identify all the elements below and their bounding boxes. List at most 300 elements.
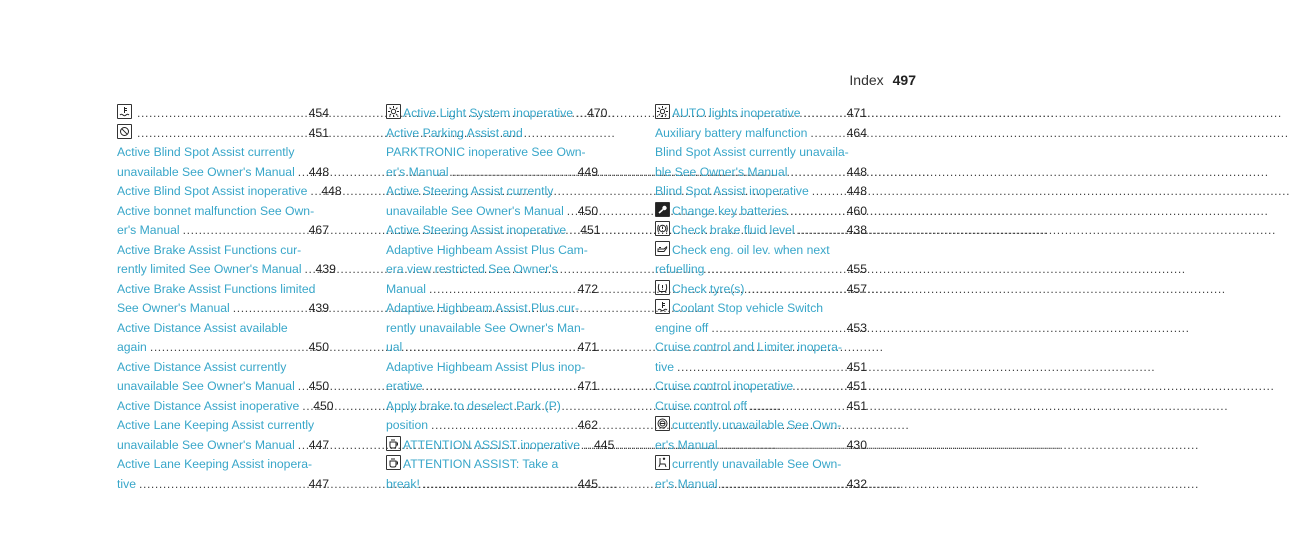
leader-dots bbox=[423, 475, 575, 495]
index-entry-line bbox=[117, 104, 329, 124]
index-entry bbox=[386, 182, 598, 221]
index-entry-line bbox=[655, 143, 867, 163]
index-entry-label: Active Distance Assist inoperative bbox=[117, 398, 300, 413]
page-reference[interactable]: 450 bbox=[308, 379, 330, 393]
page-reference[interactable]: 451 bbox=[308, 125, 329, 140]
page-reference[interactable]: 450 bbox=[308, 340, 329, 354]
index-entry-label: Blind Spot Assist currently unavaila- bbox=[655, 145, 849, 159]
index-entry-text[interactable] bbox=[386, 221, 566, 241]
leader-dots bbox=[711, 319, 843, 339]
index-entry-line bbox=[386, 358, 598, 378]
index-entry-line bbox=[117, 358, 329, 378]
index-entry-line bbox=[655, 338, 867, 358]
index-entry-line bbox=[386, 124, 598, 144]
index-entry-line bbox=[386, 319, 598, 339]
coffee-cup-icon bbox=[386, 455, 401, 470]
index-entry-label: rently unavailable See Owner's Man- bbox=[386, 320, 585, 335]
page-reference[interactable]: 455 bbox=[846, 262, 867, 276]
index-entry-text[interactable] bbox=[655, 455, 841, 475]
index-entry-label: Active Steering Assist currently bbox=[386, 184, 554, 198]
index-entry-text[interactable] bbox=[386, 319, 585, 339]
index-entry-label: engine off bbox=[655, 320, 709, 335]
leader-dots bbox=[233, 299, 306, 319]
leader-dots bbox=[707, 260, 843, 280]
page-number: 497 bbox=[892, 72, 916, 88]
leader-dots bbox=[750, 397, 844, 417]
page-reference[interactable]: 454 bbox=[308, 106, 329, 120]
index-entry-text[interactable] bbox=[386, 260, 558, 280]
index-entry-label: er's Manual bbox=[655, 476, 718, 491]
coolant-icon bbox=[655, 299, 670, 314]
page-reference[interactable]: 447 bbox=[308, 437, 330, 452]
index-entry-label: Adaptive Highbeam Assist Plus inop- bbox=[386, 359, 586, 374]
leader-dots bbox=[310, 182, 318, 202]
leader-dots bbox=[790, 202, 843, 222]
index-entry-label: Cruise control and Limiter inopera- bbox=[655, 340, 842, 354]
index-entry-line bbox=[655, 182, 867, 202]
index-entry-text[interactable] bbox=[655, 319, 708, 339]
index-entry-label: Active Steering Assist inoperative bbox=[386, 223, 567, 237]
index-entry-line bbox=[386, 221, 601, 241]
index-entry bbox=[117, 280, 329, 319]
index-entry-text[interactable] bbox=[655, 104, 800, 124]
index-entry-line bbox=[117, 241, 329, 261]
index-entry-text[interactable] bbox=[655, 280, 744, 300]
index-entry bbox=[117, 182, 342, 202]
index-entry-text[interactable] bbox=[117, 260, 302, 280]
index-entry-line bbox=[117, 163, 329, 183]
index-entry-text[interactable] bbox=[655, 163, 787, 183]
index-entry-text[interactable] bbox=[117, 143, 294, 163]
index-entry-line bbox=[117, 416, 329, 436]
index-entry-label: rently limited See Owner's Manual bbox=[117, 262, 302, 276]
index-entry-line bbox=[655, 202, 867, 222]
index-column-1 bbox=[117, 104, 342, 494]
index-entry-line bbox=[386, 280, 598, 300]
index-entry-line bbox=[655, 377, 867, 397]
leader-dots bbox=[790, 163, 843, 183]
index-entry-label: era view restricted See Owner's bbox=[386, 262, 558, 276]
index-entry-text[interactable] bbox=[655, 221, 795, 241]
leader-dots bbox=[298, 377, 306, 397]
leader-dots bbox=[721, 436, 844, 456]
index-entry bbox=[117, 241, 336, 280]
index-entry-label: tive bbox=[655, 359, 674, 374]
index-entry-text[interactable] bbox=[117, 416, 314, 436]
light-icon bbox=[655, 104, 670, 119]
index-entry-label: AUTO lights inoperative bbox=[672, 106, 801, 120]
index-entry-line bbox=[386, 397, 598, 417]
index-entry bbox=[655, 124, 867, 144]
page-reference[interactable]: 451 bbox=[846, 359, 867, 374]
index-entry-line bbox=[655, 455, 867, 475]
index-entry-text[interactable] bbox=[117, 202, 314, 222]
index-entry-line bbox=[386, 241, 598, 261]
index-entry-line bbox=[655, 416, 867, 436]
index-entry-text[interactable] bbox=[386, 202, 564, 222]
leader-dots bbox=[139, 475, 306, 495]
index-entry bbox=[655, 397, 867, 417]
index-entry-line bbox=[386, 377, 598, 397]
index-entry-line bbox=[117, 338, 329, 358]
index-entry-text[interactable] bbox=[655, 260, 704, 280]
index-entry-label: Active Distance Assist currently bbox=[117, 359, 287, 374]
index-entry-label: unavailable See Owner's Manual bbox=[117, 164, 295, 179]
index-entry-label: position bbox=[386, 418, 429, 432]
leader-dots bbox=[183, 221, 306, 241]
page-reference[interactable]: 439 bbox=[308, 301, 329, 315]
index-entry-label: er's Manual bbox=[386, 164, 449, 179]
index-entry-label: PARKTRONIC inoperative See Own- bbox=[386, 145, 586, 159]
index-entry-label: Apply brake to deselect Park (P) bbox=[386, 398, 561, 413]
index-entry bbox=[117, 397, 334, 417]
index-entry-label: unavailable See Owner's Manual bbox=[117, 437, 295, 452]
index-entry-text[interactable] bbox=[655, 338, 842, 358]
page-reference[interactable]: 451 bbox=[580, 223, 601, 237]
index-entry-label: Check brake fluid level bbox=[672, 223, 795, 237]
index-entry-line bbox=[386, 182, 598, 202]
page-reference[interactable]: 430 bbox=[846, 437, 867, 452]
index-entry bbox=[655, 280, 867, 300]
index-entry bbox=[655, 104, 867, 124]
index-entry-line bbox=[117, 202, 329, 222]
index-entry-line bbox=[386, 455, 598, 475]
leader-dots bbox=[305, 260, 313, 280]
page-reference[interactable]: 450 bbox=[577, 203, 599, 218]
index-entry-line bbox=[386, 338, 598, 358]
index-entry bbox=[117, 319, 329, 358]
index-entry-line bbox=[655, 358, 867, 378]
index-entry bbox=[386, 358, 598, 397]
leader-dots bbox=[429, 280, 575, 300]
index-entry-label: Adaptive Highbeam Assist Plus Cam- bbox=[386, 242, 588, 257]
leader-dots bbox=[298, 163, 306, 183]
seat-icon bbox=[655, 455, 670, 470]
index-entry-line bbox=[655, 221, 867, 241]
index-entry bbox=[386, 397, 598, 436]
index-entry bbox=[386, 436, 615, 456]
index-entry-label: Active Lane Keeping Assist currently bbox=[117, 418, 315, 432]
index-entry-line bbox=[386, 475, 598, 495]
index-entry-line bbox=[386, 260, 598, 280]
index-entry-text[interactable] bbox=[386, 124, 523, 144]
index-entry-line bbox=[117, 182, 342, 202]
index-entry bbox=[655, 221, 867, 241]
page-reference[interactable]: 448 bbox=[846, 164, 867, 179]
index-entry-label: Change key batteries bbox=[672, 203, 788, 218]
index-entry-text[interactable] bbox=[655, 397, 747, 417]
index-entry-line bbox=[117, 397, 334, 417]
index-entry-text[interactable] bbox=[386, 377, 423, 397]
index-entry-label: ATTENTION ASSIST: Take a bbox=[403, 457, 559, 471]
light-icon bbox=[386, 104, 401, 119]
leader-dots bbox=[150, 338, 306, 358]
index-entry-text[interactable] bbox=[117, 241, 301, 261]
leader-dots bbox=[747, 280, 843, 300]
leader-dots bbox=[298, 436, 306, 456]
index-entry-label: Cruise control off bbox=[655, 398, 747, 413]
index-entry-label: Active Distance Assist available bbox=[117, 320, 288, 335]
index-entry bbox=[386, 104, 608, 124]
index-entry-text[interactable] bbox=[655, 202, 787, 222]
page-reference[interactable]: 453 bbox=[846, 320, 867, 335]
index-entry-label: tive bbox=[117, 476, 136, 491]
index-entry-label: Auxiliary battery malfunction bbox=[655, 125, 808, 140]
index-entry bbox=[386, 241, 598, 300]
index-entry-label: Manual bbox=[386, 281, 426, 296]
brake-icon bbox=[655, 221, 670, 236]
coolant-icon bbox=[117, 104, 132, 119]
leader-dots bbox=[302, 397, 310, 417]
index-entry-text[interactable] bbox=[386, 241, 588, 261]
index-entry-line bbox=[655, 319, 867, 339]
leader-dots bbox=[812, 182, 844, 202]
index-entry-text[interactable] bbox=[655, 182, 809, 202]
leader-dots bbox=[796, 377, 843, 397]
index-entry bbox=[386, 221, 601, 241]
index-entry-label: Blind Spot Assist inoperative bbox=[655, 184, 809, 198]
index-entry-label: Check eng. oil lev. when next bbox=[672, 242, 830, 257]
index-entry-label: Active Blind Spot Assist currently bbox=[117, 145, 295, 159]
index-entry-line bbox=[117, 260, 336, 280]
index-entry-text[interactable] bbox=[117, 319, 288, 339]
index-entry-text[interactable] bbox=[386, 416, 428, 436]
index-entry bbox=[117, 124, 329, 144]
index-entry-label: Active Light System inoperative bbox=[403, 106, 574, 120]
index-entry-label: ual bbox=[386, 340, 403, 354]
index-entry-label: Active bonnet malfunction See Own- bbox=[117, 203, 315, 218]
index-entry bbox=[117, 104, 329, 124]
index-entry-label: Coolant Stop vehicle Switch bbox=[672, 301, 824, 315]
index-entry-text[interactable] bbox=[386, 182, 553, 202]
index-entry-line bbox=[117, 143, 329, 163]
index-entry-line bbox=[655, 299, 867, 319]
index-entry-text[interactable] bbox=[386, 455, 558, 475]
leader-dots bbox=[677, 358, 844, 378]
index-entry-label: refuelling bbox=[655, 262, 705, 276]
page-reference[interactable]: 448 bbox=[321, 184, 342, 198]
leader-dots bbox=[803, 104, 843, 124]
index-entry bbox=[655, 299, 867, 338]
index-entry-label: Check tyre(s) bbox=[672, 281, 745, 296]
page-reference[interactable]: 432 bbox=[846, 476, 867, 491]
page-reference[interactable]: 462 bbox=[577, 418, 598, 432]
index-entry-label: ATTENTION ASSIST inoperative bbox=[403, 437, 581, 452]
index-entry-label: ble See Owner's Manual bbox=[655, 164, 788, 179]
leader-dots bbox=[431, 416, 575, 436]
page-reference[interactable]: 471 bbox=[846, 106, 867, 120]
index-entry-line bbox=[386, 104, 608, 124]
index-entry-text[interactable] bbox=[117, 221, 180, 241]
leader-dots bbox=[576, 104, 584, 124]
leader-dots bbox=[798, 221, 844, 241]
index-entry-label: erative bbox=[386, 379, 423, 393]
index-entry bbox=[117, 455, 329, 494]
page-reference[interactable]: 449 bbox=[577, 164, 598, 179]
index-entry-line bbox=[655, 104, 867, 124]
index-entry bbox=[117, 416, 329, 455]
index-entry-text[interactable] bbox=[117, 163, 295, 183]
index-entry-text[interactable] bbox=[386, 163, 449, 183]
index-entry-label: Active Brake Assist Functions limited bbox=[117, 281, 316, 296]
index-entry-line bbox=[117, 319, 329, 339]
index-entry-line bbox=[117, 436, 329, 456]
index-entry bbox=[117, 202, 329, 241]
page-reference[interactable]: 450 bbox=[313, 398, 334, 413]
page-reference[interactable]: 467 bbox=[308, 223, 329, 237]
index-entry bbox=[655, 416, 867, 455]
index-entry-label: currently unavailable See Own- bbox=[672, 457, 842, 471]
index-entry-text[interactable] bbox=[386, 358, 585, 378]
page-reference[interactable]: 438 bbox=[846, 223, 867, 237]
index-entry-line bbox=[655, 397, 867, 417]
page-reference[interactable]: 457 bbox=[846, 281, 867, 296]
index-entry-text[interactable] bbox=[386, 436, 580, 456]
page-reference[interactable]: 439 bbox=[315, 262, 336, 276]
page-reference[interactable]: 445 bbox=[577, 476, 598, 491]
index-entry-label: Adaptive Highbeam Assist Plus cur- bbox=[386, 301, 580, 315]
index-entry-line bbox=[117, 280, 329, 300]
index-entry-text[interactable] bbox=[117, 299, 230, 319]
page-reference[interactable]: 471 bbox=[577, 379, 598, 393]
index-entry-line bbox=[655, 260, 867, 280]
page-reference[interactable]: 472 bbox=[577, 281, 598, 296]
page-reference[interactable]: 464 bbox=[846, 125, 867, 140]
index-entry-label: Active Blind Spot Assist inoperative bbox=[117, 184, 308, 198]
index-entry-text[interactable] bbox=[386, 338, 402, 358]
key-icon bbox=[655, 202, 670, 217]
index-entry-label: currently unavailable See Own- bbox=[672, 418, 842, 432]
index-entry bbox=[386, 124, 598, 183]
index-entry-line bbox=[655, 436, 867, 456]
index-entry-text[interactable] bbox=[655, 377, 793, 397]
index-entry-text[interactable] bbox=[117, 182, 307, 202]
index-entry-label: unavailable See Owner's Manual bbox=[117, 379, 295, 393]
page-reference[interactable]: 460 bbox=[846, 203, 867, 218]
index-entry-text[interactable] bbox=[655, 143, 849, 163]
no-symbol-icon bbox=[117, 124, 132, 139]
index-entry-text[interactable] bbox=[117, 475, 136, 495]
index-entry-text[interactable] bbox=[117, 377, 295, 397]
steering-assist-icon bbox=[655, 416, 670, 431]
index-entry-label: Active Brake Assist Functions cur- bbox=[117, 242, 302, 257]
leader-dots bbox=[810, 124, 843, 144]
index-entry-text[interactable] bbox=[655, 358, 674, 378]
index-entry-line bbox=[386, 299, 598, 319]
index-entry-label: unavailable See Owner's Manual bbox=[386, 203, 564, 218]
index-entry bbox=[117, 358, 329, 397]
index-entry-text[interactable] bbox=[655, 124, 807, 144]
index-entry bbox=[655, 202, 867, 222]
index-entry-text[interactable] bbox=[117, 455, 312, 475]
index-entry-line bbox=[386, 416, 598, 436]
index-entry-text[interactable] bbox=[386, 104, 573, 124]
index-entry-label: again bbox=[117, 340, 147, 354]
tyre-icon bbox=[655, 280, 670, 295]
index-entry-label: Active Parking Assist and bbox=[386, 125, 523, 140]
index-entry bbox=[117, 143, 329, 182]
index-column-3 bbox=[655, 104, 867, 494]
coffee-cup-icon bbox=[386, 436, 401, 451]
index-entry-line bbox=[655, 280, 867, 300]
index-entry-label: See Owner's Manual bbox=[117, 301, 230, 315]
index-entry-text[interactable] bbox=[386, 475, 420, 495]
index-entry-text[interactable] bbox=[117, 397, 299, 417]
leader-dots bbox=[721, 475, 844, 495]
index-entry-text[interactable] bbox=[655, 475, 718, 495]
leader-dots bbox=[583, 436, 591, 456]
page-reference[interactable]: 447 bbox=[308, 476, 329, 491]
leader-dots bbox=[426, 377, 575, 397]
index-entry-line bbox=[386, 143, 598, 163]
index-entry-text[interactable] bbox=[117, 338, 147, 358]
index-entry-text[interactable] bbox=[117, 436, 295, 456]
index-entry-line bbox=[117, 124, 329, 144]
index-entry-line bbox=[655, 475, 867, 495]
index-entry-label: er's Manual bbox=[655, 437, 718, 452]
index-entry-line bbox=[655, 163, 867, 183]
oil-can-icon bbox=[655, 241, 670, 256]
index-entry-text[interactable] bbox=[386, 143, 586, 163]
index-entry-text[interactable] bbox=[117, 104, 134, 124]
index-entry-text[interactable] bbox=[655, 241, 830, 261]
index-entry-label: er's Manual bbox=[117, 223, 180, 237]
index-entry bbox=[655, 143, 867, 182]
index-entry-text[interactable] bbox=[117, 124, 134, 144]
index-entry-line bbox=[117, 455, 329, 475]
index-entry-text[interactable] bbox=[655, 299, 823, 319]
index-entry-line bbox=[655, 241, 867, 261]
page-reference[interactable]: 448 bbox=[846, 184, 867, 198]
index-entry-text[interactable] bbox=[386, 397, 561, 417]
leader-dots bbox=[567, 202, 575, 222]
index-entry bbox=[655, 182, 867, 202]
page-reference[interactable]: 451 bbox=[846, 379, 867, 393]
leader-dots bbox=[137, 104, 306, 124]
index-entry-line bbox=[117, 221, 329, 241]
leader-dots bbox=[405, 338, 574, 358]
index-entry-text[interactable] bbox=[386, 299, 579, 319]
index-entry-line bbox=[386, 163, 598, 183]
page-header bbox=[849, 72, 916, 88]
index-entry-text[interactable] bbox=[655, 436, 718, 456]
page-reference[interactable]: 445 bbox=[594, 437, 615, 452]
index-entry-label: Active Lane Keeping Assist inopera- bbox=[117, 457, 313, 471]
index-entry bbox=[655, 455, 867, 494]
page-reference[interactable]: 448 bbox=[308, 164, 330, 179]
leader-dots bbox=[452, 163, 575, 183]
index-column-2 bbox=[386, 104, 615, 494]
index-entry bbox=[386, 299, 598, 358]
index-entry-text[interactable] bbox=[117, 280, 315, 300]
index-entry-label: break! bbox=[386, 476, 420, 491]
index-entry-line bbox=[117, 377, 329, 397]
index-entry-line bbox=[655, 124, 867, 144]
page-reference[interactable]: 470 bbox=[587, 106, 608, 120]
index-entry bbox=[655, 338, 867, 377]
index-entry-text[interactable] bbox=[386, 280, 426, 300]
index-label: Index bbox=[849, 72, 884, 88]
index-entry bbox=[655, 241, 867, 280]
index-entry-text[interactable] bbox=[117, 358, 286, 378]
index-entry-text[interactable] bbox=[655, 416, 841, 436]
leader-dots bbox=[137, 124, 306, 144]
page-reference[interactable]: 471 bbox=[577, 340, 598, 354]
index-entry-line bbox=[117, 475, 329, 495]
index-entry bbox=[655, 377, 867, 397]
index-entry bbox=[386, 455, 598, 494]
page-reference[interactable]: 451 bbox=[846, 398, 867, 413]
